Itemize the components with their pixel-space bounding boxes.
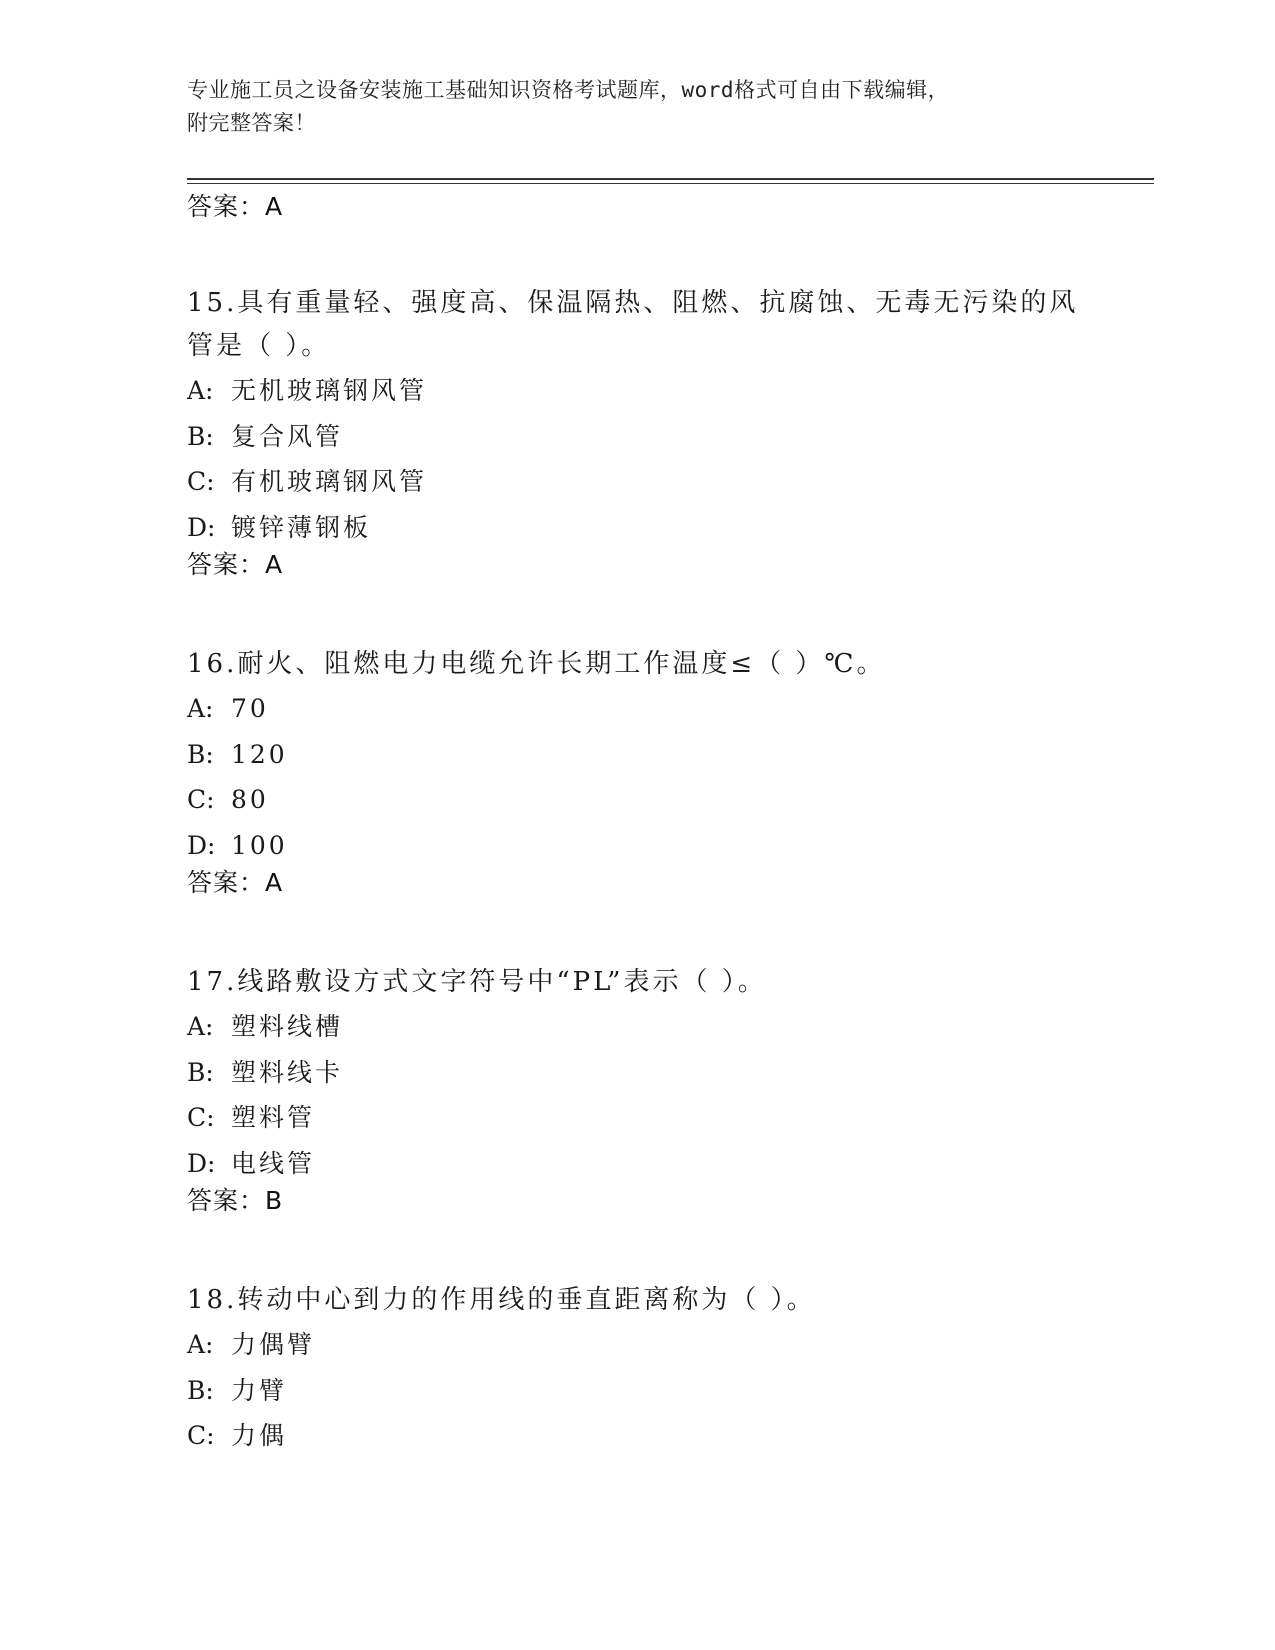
answer-label: 答案： <box>187 868 266 897</box>
option-text: 镀锌薄钢板 <box>231 512 372 542</box>
option-text: 70 <box>231 694 269 723</box>
option-b <box>187 414 1087 460</box>
answer-value: A <box>265 550 284 579</box>
question-block <box>187 282 1087 580</box>
option-text: 塑料管 <box>231 1103 316 1132</box>
question-stem: 17.线路敷设方式文字符号中“PL”表示（ ）。 <box>187 967 767 997</box>
option-text: 复合风管 <box>231 421 344 451</box>
question-stem-continued: 管是（ ）。 <box>187 331 331 361</box>
option-key: C: <box>187 467 215 496</box>
option-key: A: <box>187 694 214 723</box>
option-c <box>187 1095 1087 1141</box>
answer-value: A <box>265 192 284 221</box>
header-line-2: 附完整答案！ <box>187 111 316 135</box>
option-key: B: <box>187 421 214 451</box>
option-text: 力臂 <box>231 1375 288 1405</box>
option-key: B: <box>187 1375 214 1405</box>
header-divider-thick <box>187 178 1154 180</box>
answer-value: B <box>265 1186 284 1215</box>
option-key: D: <box>187 1148 216 1178</box>
option-a <box>187 1004 1087 1050</box>
option-key: A: <box>187 1012 214 1041</box>
option-key: A: <box>187 1330 214 1359</box>
question-stem: 18.转动中心到力的作用线的垂直距离称为（ ）。 <box>187 1285 816 1315</box>
option-a <box>187 686 1087 732</box>
option-text: 力偶臂 <box>231 1330 316 1359</box>
option-text: 100 <box>231 830 288 860</box>
option-a <box>187 368 1087 414</box>
option-b <box>187 1050 1087 1096</box>
option-c <box>187 1413 1087 1459</box>
option-b <box>187 1368 1087 1414</box>
option-text: 电线管 <box>231 1148 316 1178</box>
option-text: 力偶 <box>231 1421 288 1450</box>
question-block <box>187 642 1087 898</box>
answer-value: A <box>265 868 284 897</box>
answer-label: 答案： <box>187 192 266 221</box>
question-list <box>187 192 1087 1459</box>
option-text: 塑料线槽 <box>231 1012 344 1041</box>
answer-line <box>187 1186 1087 1216</box>
option-key: C: <box>187 785 215 814</box>
option-key: C: <box>187 1103 215 1132</box>
header-divider-thin <box>187 183 1154 184</box>
question-block <box>187 960 1087 1216</box>
option-key: B: <box>187 1057 214 1087</box>
answer-line <box>187 192 1087 222</box>
option-text: 120 <box>231 739 288 769</box>
option-d <box>187 505 1087 551</box>
option-b <box>187 732 1087 778</box>
option-key: D: <box>187 512 216 542</box>
option-key: A: <box>187 376 214 405</box>
answer-line <box>187 868 1087 898</box>
option-key: B: <box>187 739 214 769</box>
option-d <box>187 823 1087 869</box>
option-c <box>187 777 1087 823</box>
option-key: C: <box>187 1421 215 1450</box>
question-stem: 16.耐火、阻燃电力电缆允许长期工作温度≤（ ）℃。 <box>187 649 886 679</box>
option-text: 塑料线卡 <box>231 1057 344 1087</box>
option-key: D: <box>187 830 216 860</box>
option-c <box>187 459 1087 505</box>
option-a <box>187 1322 1087 1368</box>
header-line-1: 专业施工员之设备安装施工基础知识资格考试题库，word格式可自由下载编辑， <box>187 78 950 102</box>
question-block <box>187 1278 1087 1459</box>
question-stem: 15.具有重量轻、强度高、保温隔热、阻燃、抗腐蚀、无毒无污染的风 <box>187 288 1079 318</box>
answer-line <box>187 550 1087 580</box>
document-header <box>187 74 1087 140</box>
answer-label: 答案： <box>187 550 266 579</box>
option-text: 80 <box>231 785 269 814</box>
option-text: 无机玻璃钢风管 <box>231 376 428 405</box>
option-text: 有机玻璃钢风管 <box>231 467 428 496</box>
answer-label: 答案： <box>187 1186 266 1215</box>
option-d <box>187 1141 1087 1187</box>
